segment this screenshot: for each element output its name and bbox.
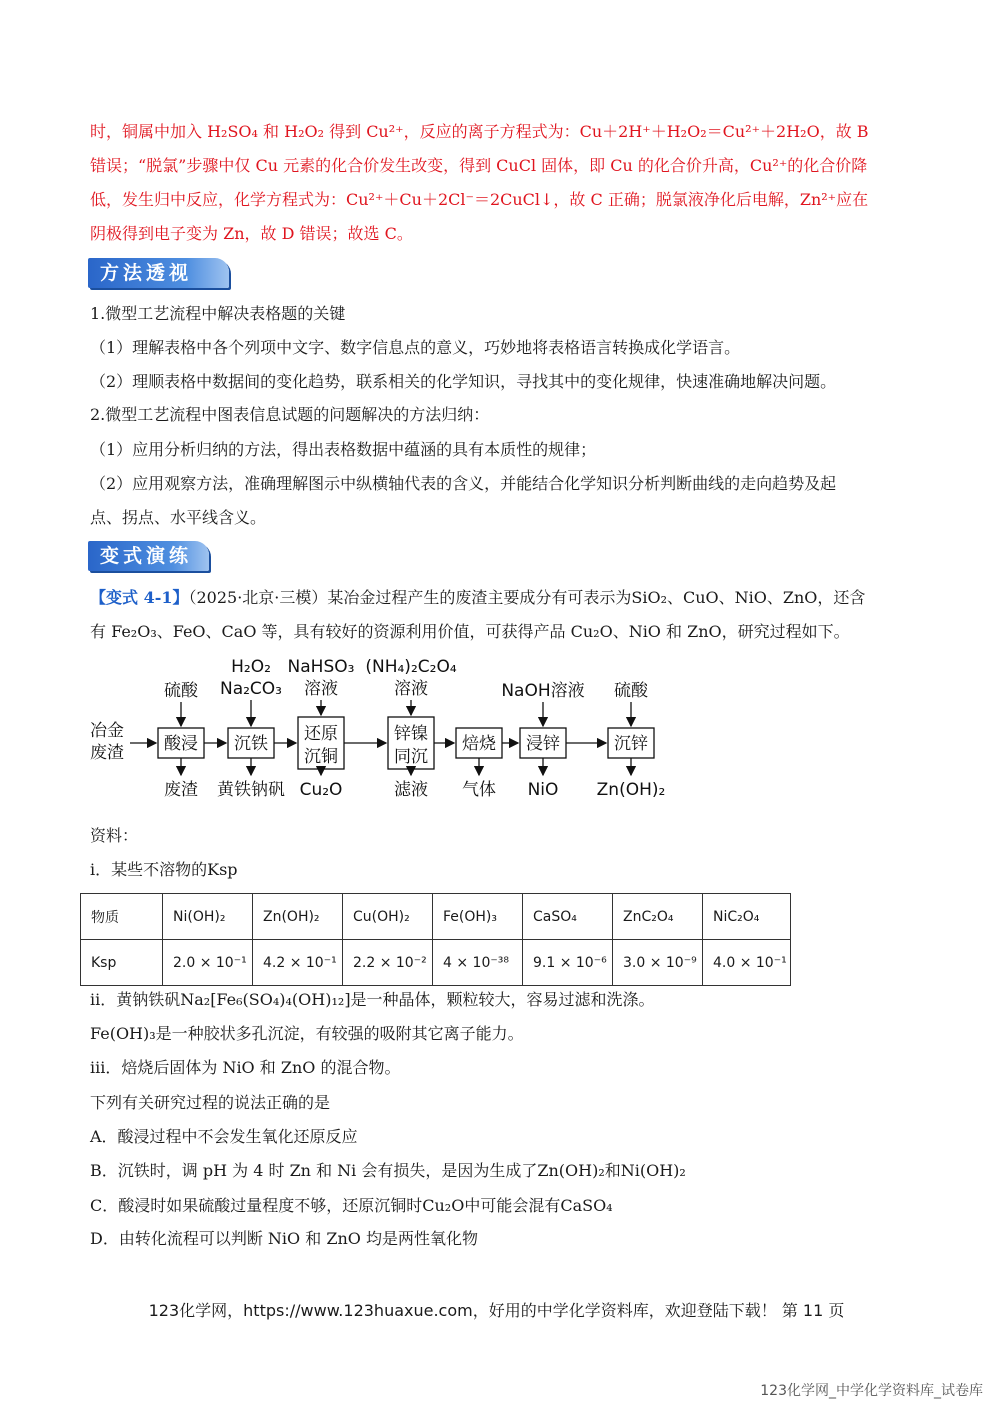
table-cell: 4 × 10⁻³⁸: [433, 940, 523, 986]
method-line-4: 2.微型工艺流程中图表信息试题的问题解决的方法归纳：: [90, 405, 490, 424]
table-cell: 9.1 × 10⁻⁶: [523, 940, 613, 986]
method-line-6: （2）应用观察方法，准确理解图示中纵横轴代表的含义，并能结合化学知识分析判断曲线的走向趋势及起: [90, 474, 837, 493]
table-cell: 4.2 × 10⁻¹: [253, 940, 343, 986]
flow-input-label: (NH₄)₂C₂O₄: [365, 657, 457, 677]
flow-output-label: Cu₂O: [299, 780, 343, 800]
question-stem: 下列有关研究过程的说法正确的是: [90, 1093, 331, 1112]
ksp-header-row: [81, 894, 791, 940]
section-badge-practice: 变式演练: [88, 541, 209, 571]
answer-line-1: 时，铜属中加入 H₂SO₄ 和 H₂O₂ 得到 Cu²⁺，反应的离子方程式为：Cu＋2H⁺＋H₂O₂＝Cu²⁺＋2H₂O，故 B: [90, 122, 869, 141]
table-cell: 2.0 × 10⁻¹: [163, 940, 253, 986]
section-badge-method: 方法透视: [88, 258, 229, 288]
method-line-3: （2）理顺表格中数据间的变化趋势，联系相关的化学知识，寻找其中的变化规律，快速准确地解决问题。: [90, 372, 837, 391]
table-cell: Ksp: [81, 940, 163, 986]
flow-start-2: 废渣: [90, 743, 124, 763]
table-cell: Zn(OH)₂: [253, 894, 343, 940]
question-line-1: [90, 588, 865, 608]
watermark: 123化学网_中学化学资料库_试卷库: [760, 1383, 983, 1399]
table-cell: NiC₂O₄: [703, 894, 791, 940]
page-footer: 123化学网，https://www.123huaxue.com，好用的中学化学资料库，欢迎登陆下载！ 第 11 页: [148, 1301, 845, 1320]
flow-steps: [130, 657, 665, 800]
flow-box-label: 沉锌: [614, 734, 648, 754]
table-cell: 3.0 × 10⁻⁹: [613, 940, 703, 986]
flow-box-label: 浸锌: [526, 734, 560, 754]
question-text-1: （2025·北京·三模）某冶金过程产生的废渣主要成分有可表示为SiO₂、CuO、NiO、ZnO，还含: [188, 588, 866, 607]
flow-box-label: 锌镍: [394, 724, 428, 744]
info-label: 资料：: [90, 826, 139, 845]
flow-input-label: NaOH溶液: [501, 681, 585, 701]
flow-output-label: 废渣: [164, 780, 198, 800]
option-d: D．由转化流程可以判断 NiO 和 ZnO 均是两性氧化物: [90, 1229, 478, 1248]
option-a: A．酸浸过程中不会发生氧化还原反应: [90, 1127, 358, 1146]
flow-input-label: NaHSO₃: [287, 657, 355, 677]
answer-line-4: 阴极得到电子变为 Zn，故 D 错误；故选 C。: [90, 224, 413, 243]
flow-input-label: H₂O₂: [231, 657, 271, 677]
table-cell: 4.0 × 10⁻¹: [703, 940, 791, 986]
ksp-value-row: [81, 940, 791, 986]
flow-start-1: 冶金: [90, 721, 124, 741]
flow-input-label: Na₂CO₃: [219, 679, 283, 699]
option-c: C．酸浸时如果硫酸过量程度不够，还原沉铜时Cu₂O中可能会混有CaSO₄: [90, 1196, 613, 1215]
method-line-7: 点、拐点、水平线含义。: [90, 508, 267, 527]
method-line-5: （1）应用分析归纳的方法，得出表格数据中蕴涵的具有本质性的规律；: [90, 440, 597, 459]
flow-box-label: 同沉: [394, 747, 428, 767]
info-iii: iii．焙烧后固体为 NiO 和 ZnO 的混合物。: [90, 1058, 401, 1077]
info-ii-b: Fe(OH)₃是一种胶状多孔沉淀，有较强的吸附其它离子能力。: [90, 1024, 524, 1043]
ksp-table: [80, 893, 791, 986]
flow-input-label: 硫酸: [614, 681, 648, 701]
table-cell: Cu(OH)₂: [343, 894, 433, 940]
flow-input-label: 溶液: [394, 679, 428, 699]
info-ii: ii．黄钠铁矾Na₂[Fe₆(SO₄)₄(OH)₁₂]是一种晶体，颗粒较大，容易过滤和洗涤。: [90, 990, 655, 1009]
table-cell: 2.2 × 10⁻²: [343, 940, 433, 986]
flow-output-label: 气体: [462, 780, 496, 800]
flow-box-label: 沉铜: [304, 747, 338, 767]
flow-input-label: 溶液: [304, 679, 338, 699]
flow-output-label: Zn(OH)₂: [596, 780, 666, 800]
flow-output-label: 黄铁钠矾: [217, 780, 285, 800]
table-cell: ZnC₂O₄: [613, 894, 703, 940]
option-b: B．沉铁时，调 pH 为 4 时 Zn 和 Ni 会有损失，是因为生成了Zn(OH)₂和Ni(OH)₂: [90, 1161, 686, 1180]
question-line-2: 有 Fe₂O₃、FeO、CaO 等，具有较好的资源利用价值，可获得产品 Cu₂O、NiO 和 ZnO，研究过程如下。: [90, 622, 850, 641]
flow-box-label: 焙烧: [462, 734, 496, 754]
method-line-1: 1.微型工艺流程中解决表格题的关键: [90, 304, 346, 323]
flow-input-label: 硫酸: [164, 681, 198, 701]
table-cell: CaSO₄: [523, 894, 613, 940]
flow-box-label: 沉铁: [234, 734, 268, 754]
flow-box-label: 还原: [304, 724, 338, 744]
table-cell: Ni(OH)₂: [163, 894, 253, 940]
info-i: i．某些不溶物的Ksp: [90, 860, 238, 879]
process-flow-diagram: [88, 650, 688, 820]
table-cell: 物质: [81, 894, 163, 940]
method-line-2: （1）理解表格中各个列项中文字、数字信息点的意义，巧妙地将表格语言转换成化学语言。: [90, 338, 741, 357]
flow-box-label: 酸浸: [164, 734, 198, 754]
question-tag: 【变式 4-1】: [90, 588, 189, 607]
flow-output-label: 滤液: [394, 780, 428, 800]
flow-output-label: NiO: [527, 780, 559, 800]
answer-line-2: 错误；“脱氯”步骤中仅 Cu 元素的化合价发生改变，得到 CuCl 固体，即 Cu 的化合价升高，Cu²⁺的化合价降: [90, 156, 868, 175]
answer-line-3: 低，发生归中反应，化学方程式为：Cu²⁺＋Cu＋2Cl⁻＝2CuCl↓，故 C 正确；脱氯液净化后电解，Zn²⁺应在: [90, 190, 869, 209]
table-cell: Fe(OH)₃: [433, 894, 523, 940]
